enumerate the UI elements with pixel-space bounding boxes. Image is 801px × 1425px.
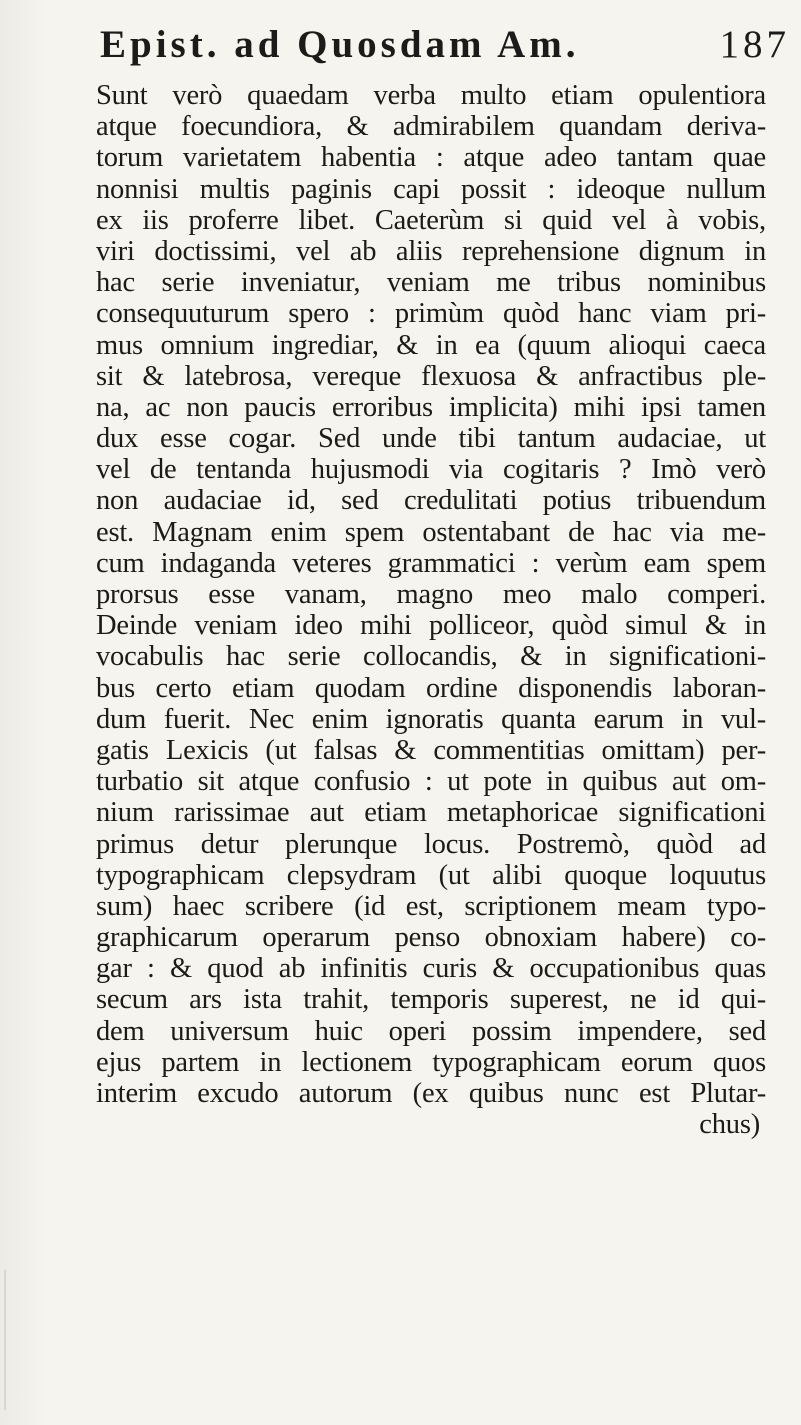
text-line: vocabulis hac serie collocandis, & in significationi-: [96, 641, 766, 673]
text-line: dum fuerit. Nec enim ignoratis quanta earum in vul-: [96, 703, 766, 735]
text-line: atque foecundiora, & admirabilem quandam deriva-: [96, 111, 766, 143]
text-line: cum indaganda veteres grammatici : verùm eam spem: [96, 547, 766, 579]
text-line: typographicam clepsydram (ut alibi quoque loquutus: [96, 859, 766, 891]
text-line: Deinde veniam ideo mihi polliceor, quòd simul & in: [96, 610, 766, 642]
text-line: ejus partem in lectionem typographicam eorum quos: [96, 1046, 766, 1078]
text-line: torum varietatem habentia : atque adeo tantam quae: [96, 142, 766, 174]
text-line: turbatio sit atque confusio : ut pote in quibus aut om-: [96, 766, 766, 798]
text-line: sit & latebrosa, vereque flexuosa & anfractibus ple-: [96, 360, 766, 392]
text-line: na, ac non paucis erroribus implicita) mihi ipsi tamen: [96, 391, 766, 423]
text-line: est. Magnam enim spem ostentabant de hac via me-: [96, 516, 766, 548]
text-line: mus omnium ingrediar, & in ea (quum alioqui caeca: [96, 329, 766, 361]
text-line: non audaciae id, sed credulitati potius tribuendum: [96, 485, 766, 517]
body-text: [96, 80, 766, 1140]
text-line: primus detur plerunque locus. Postremò, quòd ad: [96, 828, 766, 860]
text-line: nonnisi multis paginis capi possit : ideoque nullum: [96, 173, 766, 205]
text-line: interim excudo autorum (ex quibus nunc est Plutar-: [96, 1078, 766, 1109]
text-line: prorsus esse vanam, magno meo malo comperi.: [96, 579, 766, 610]
text-line: consequuturum spero : primùm quòd hanc viam pri-: [96, 298, 766, 330]
text-line: gar : & quod ab infinitis curis & occupationibus quas: [96, 953, 766, 985]
text-line: bus certo etiam quodam ordine disponendis laboran-: [96, 672, 766, 704]
text-line: Sunt verò quaedam verba multo etiam opulentiora: [96, 80, 766, 111]
page-number: 187: [719, 23, 790, 66]
text-line: nium rarissimae aut etiam metaphoricae significationi: [96, 797, 766, 829]
text-line: secum ars ista trahit, temporis superest, ne id qui-: [96, 984, 766, 1016]
running-title: Epist. ad Quosdam Am.: [100, 23, 580, 66]
text-line: dux esse cogar. Sed unde tibi tantum audaciae, ut: [96, 423, 766, 455]
text-line: dem universum huic operi possim impendere, sed: [96, 1015, 766, 1047]
text-line: graphicarum operarum penso obnoxiam habere) co-: [96, 922, 766, 954]
text-line: gatis Lexicis (ut falsas & commentitias omittam) per-: [96, 734, 766, 766]
running-header: [100, 18, 790, 78]
page-edge-shadow: [4, 1270, 6, 1410]
text-line: chus): [699, 1109, 760, 1141]
text-line: vel de tentanda hujusmodi via cogitaris ? Imò verò: [96, 454, 766, 486]
text-line: hac serie inveniatur, veniam me tribus nominibus: [96, 267, 766, 299]
text-line: sum) haec scribere (id est, scriptionem meam typo-: [96, 890, 766, 922]
text-line: viri doctissimi, vel ab aliis reprehensione dignum in: [96, 235, 766, 267]
text-line: ex iis proferre libet. Caeterùm si quid vel à vobis,: [96, 204, 766, 236]
